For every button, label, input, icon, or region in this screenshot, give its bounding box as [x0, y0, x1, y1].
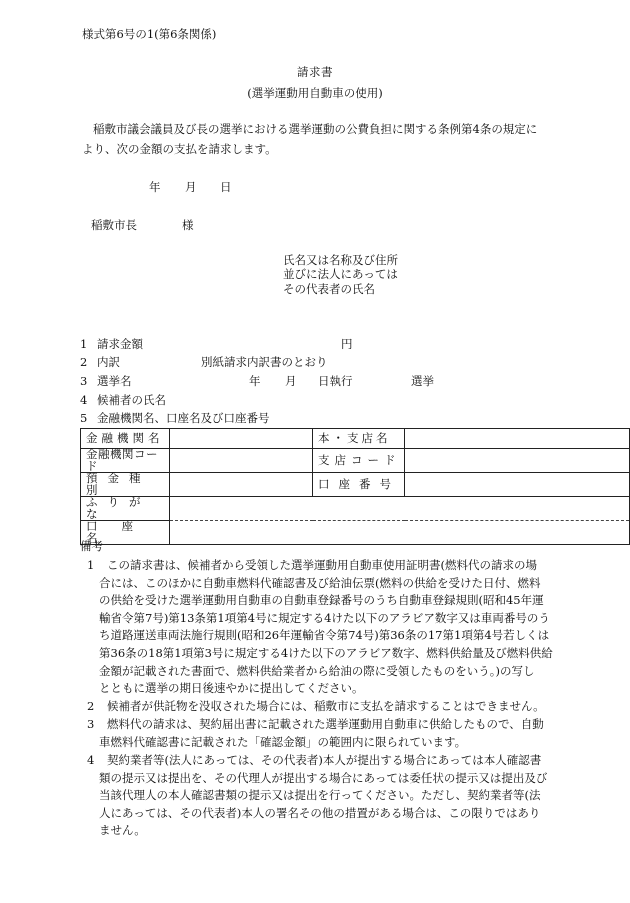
- date-day: 日: [220, 180, 232, 194]
- note-line: 燃料代の請求は、契約届出書に記載された選挙運動用自動車に供給したもので、自動: [107, 717, 544, 731]
- table-row: [81, 521, 630, 545]
- note-number: 3: [87, 717, 95, 731]
- bank-code-label: 金融機関コード: [81, 449, 170, 473]
- date-month: 月: [185, 180, 197, 194]
- election-day: 日執行: [318, 374, 353, 388]
- item-5-number: 5: [80, 411, 88, 425]
- account-name-label: 口座名: [81, 521, 170, 545]
- deposit-type-field[interactable]: [170, 473, 313, 497]
- note-number: 4: [87, 753, 95, 767]
- note-line: 当該代理人の本人確認書類の提示又は提出を行ってください。ただし、契約業者等(法: [99, 788, 541, 803]
- note-line: 金額が記載された書面で、燃料供給業者から給油の際に受領したものをいう。)の写し: [99, 663, 535, 678]
- table-row: [81, 497, 630, 521]
- note-line: 輸省令第7号)第13条第1項第4号に規定する4けた以下のアラビア数字又は車両番号のう: [99, 610, 550, 625]
- intro-line: 稲敷市議会議員及び長の選挙における選挙運動の公費負担に関する条例第4条の規定に: [93, 122, 538, 136]
- notes-heading: 備考: [80, 539, 103, 553]
- table-row: [81, 429, 630, 449]
- intro-paragraph: [82, 124, 622, 164]
- note-line: 契約業者等(法人にあっては、その代表者)本人が提出する場合にあっては本人確認書: [107, 753, 542, 767]
- item-3-number: 3: [80, 374, 88, 388]
- item-1-label: 請求金額: [97, 337, 143, 351]
- bank-code-field[interactable]: [170, 449, 313, 473]
- deposit-type-label: 預金種別: [81, 473, 170, 497]
- bank-name-label: 金融機関名: [81, 429, 170, 449]
- date-year: 年: [149, 180, 161, 194]
- item-5-label: 金融機関名、口座名及び口座番号: [97, 411, 270, 425]
- branch-name-field[interactable]: [405, 429, 630, 449]
- note-number: 2: [87, 699, 95, 713]
- table-row: [81, 473, 630, 497]
- item-2-number: 2: [80, 355, 88, 369]
- note-line: この請求書は、候補者から受領した選挙運動用自動車使用証明書(燃料代の請求の場: [107, 558, 537, 572]
- bank-name-field[interactable]: [170, 429, 313, 449]
- branch-code-field[interactable]: [405, 449, 630, 473]
- note-line: 第36条の18第1項第3号に規定する4けた以下のアラビア数字、燃料供給量及び燃料供給: [99, 645, 553, 660]
- item-1-number: 1: [80, 337, 88, 351]
- account-number-field[interactable]: [405, 473, 630, 497]
- election-year: 年: [249, 374, 261, 388]
- breakdown-value: 別紙請求内訳書のとおり: [201, 355, 328, 369]
- account-name-field[interactable]: [170, 521, 630, 545]
- addressee-name: 稲敷市長: [91, 218, 137, 232]
- furigana-field[interactable]: [170, 497, 630, 521]
- item-3-label: 選挙名: [97, 374, 132, 388]
- note-line: 候補者が供託物を没収された場合には、稲敷市に支払を請求することはできません。: [107, 699, 545, 713]
- item-2-label: 内訳: [97, 355, 120, 369]
- note-number: 1: [87, 558, 95, 572]
- document-title: 請求書: [297, 65, 333, 79]
- note-line: の供給を受けた選挙運動用自動車の自動車登録番号のうち自動車登録規則(昭和45年運: [99, 593, 544, 608]
- claimant-line: その代表者の氏名: [283, 282, 375, 296]
- branch-name-label: 本・支店名: [313, 429, 405, 449]
- election-suffix: 選挙: [411, 374, 434, 388]
- note-line: 人にあっては、その代表者)本人の署名その他の措置がある場合は、この限りではあり: [99, 805, 541, 820]
- table-row: [81, 449, 630, 473]
- note-line: ません。: [99, 823, 146, 838]
- note-line: 類の提示又は提出を、その代理人が提出する場合にあっては委任状の提示又は提出及び: [99, 770, 548, 785]
- claim-amount-unit: 円: [341, 337, 353, 351]
- bank-account-table: [80, 428, 630, 545]
- furigana-label: ふりがな: [81, 497, 170, 521]
- note-line: ち道路運送車両法施行規則(昭和26年運輸省令第74号)第36条の17第1項第4号若しくは: [99, 628, 550, 643]
- intro-line: より、次の金額の支払を請求します。: [82, 142, 277, 156]
- branch-code-label: 支店コード: [313, 449, 405, 473]
- account-number-label: 口座番号: [313, 473, 405, 497]
- election-month: 月: [285, 374, 297, 388]
- note-line: 合には、このほかに自動車燃料代確認書及び給油伝票(燃料の供給を受けた日付、燃料: [99, 575, 541, 590]
- claimant-line: 氏名又は名称及び住所: [283, 253, 398, 267]
- form-number: 様式第6号の1(第6条関係): [82, 27, 217, 41]
- document-subtitle: (選挙運動用自動車の使用): [247, 86, 383, 100]
- note-line: 車燃料代確認書に記載された「確認金額」の範囲内に限られています。: [99, 734, 467, 749]
- claimant-line: 並びに法人にあっては: [283, 267, 398, 281]
- item-4-label: 候補者の氏名: [97, 393, 166, 407]
- addressee-honorific: 様: [182, 218, 194, 232]
- note-line: とともに選挙の期日後速やかに提出してください。: [99, 681, 364, 696]
- item-4-number: 4: [80, 393, 88, 407]
